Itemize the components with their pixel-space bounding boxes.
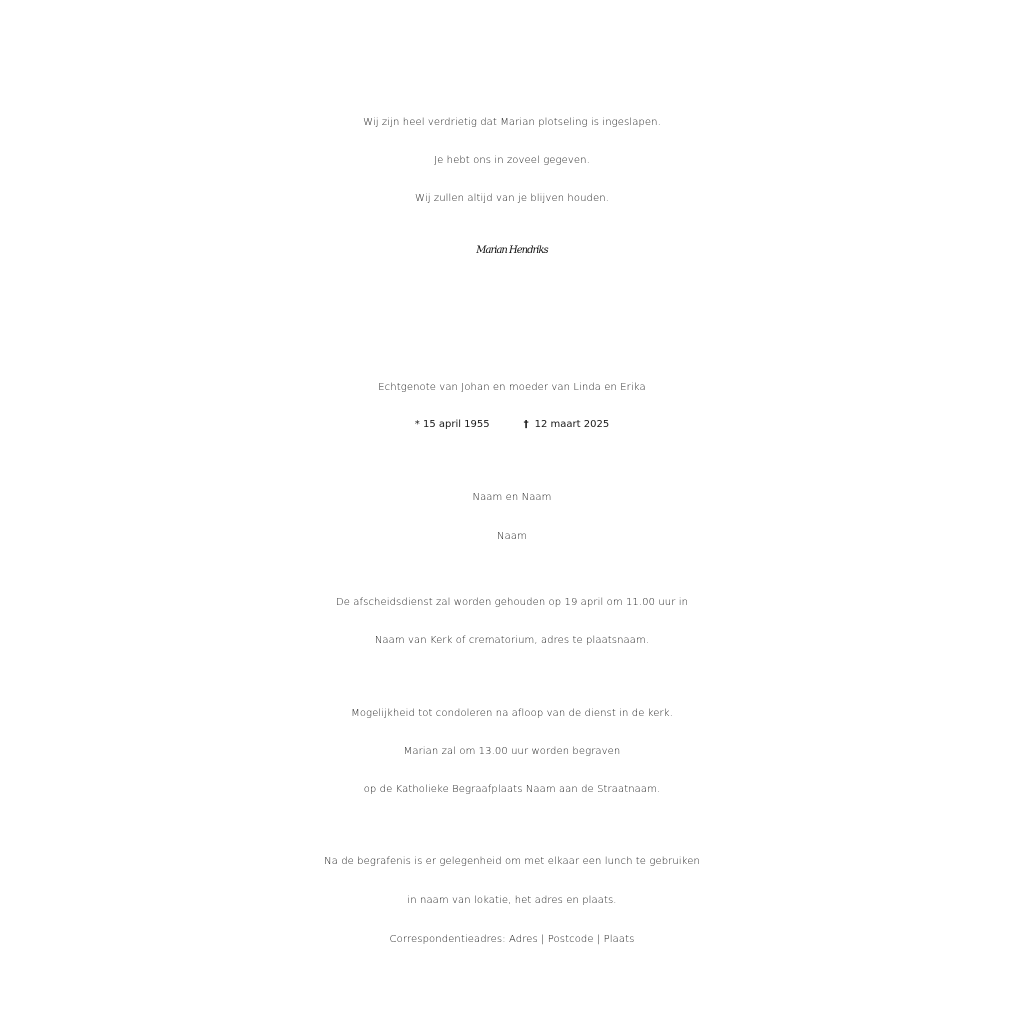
lunch-line-1: Na de begrafenis is er gelegenheid om met elkaar een lunch te gebruiken	[324, 856, 700, 867]
intro-line-1: Wij zijn heel verdrietig dat Marian plotseling is ingeslapen.	[363, 117, 661, 128]
condolence-line-1: Mogelijkheid tot condoleren na afloop van de dienst in de kerk.	[351, 708, 673, 719]
condolence-line-3: op de Katholieke Begraafplaats Naam aan de Straatnaam.	[363, 784, 661, 795]
birth-date: * 15 april 1955	[414, 419, 490, 430]
family-line-2: Naam	[497, 531, 527, 542]
cross-icon: †	[523, 419, 529, 430]
service-line-1: De afscheidsdienst zal worden gehouden op 19 april om 11.00 uur in	[335, 597, 689, 608]
condolence-line-2: Marian zal om 13.00 uur worden begraven	[403, 746, 621, 757]
service-line-2: Naam van Kerk of crematorium, adres te plaatsnaam.	[374, 635, 650, 646]
intro-line-2: Je hebt ons in zoveel gegeven.	[434, 155, 590, 166]
family-line-1: Naam en Naam	[472, 492, 552, 503]
lunch-line-2: in naam van lokatie, het adres en plaats.	[407, 895, 617, 906]
relation-line: Echtgenote van Johan en moeder van Linda en Erika	[378, 382, 646, 393]
deceased-name: Marian Hendriks	[476, 245, 548, 256]
death-date: 12 maart 2025	[534, 419, 610, 430]
life-dates	[0, 420, 1024, 430]
correspondence-address: Correspondentieadres: Adres | Postcode | Plaats	[389, 934, 635, 945]
intro-line-3: Wij zullen altijd van je blijven houden.	[415, 193, 609, 204]
